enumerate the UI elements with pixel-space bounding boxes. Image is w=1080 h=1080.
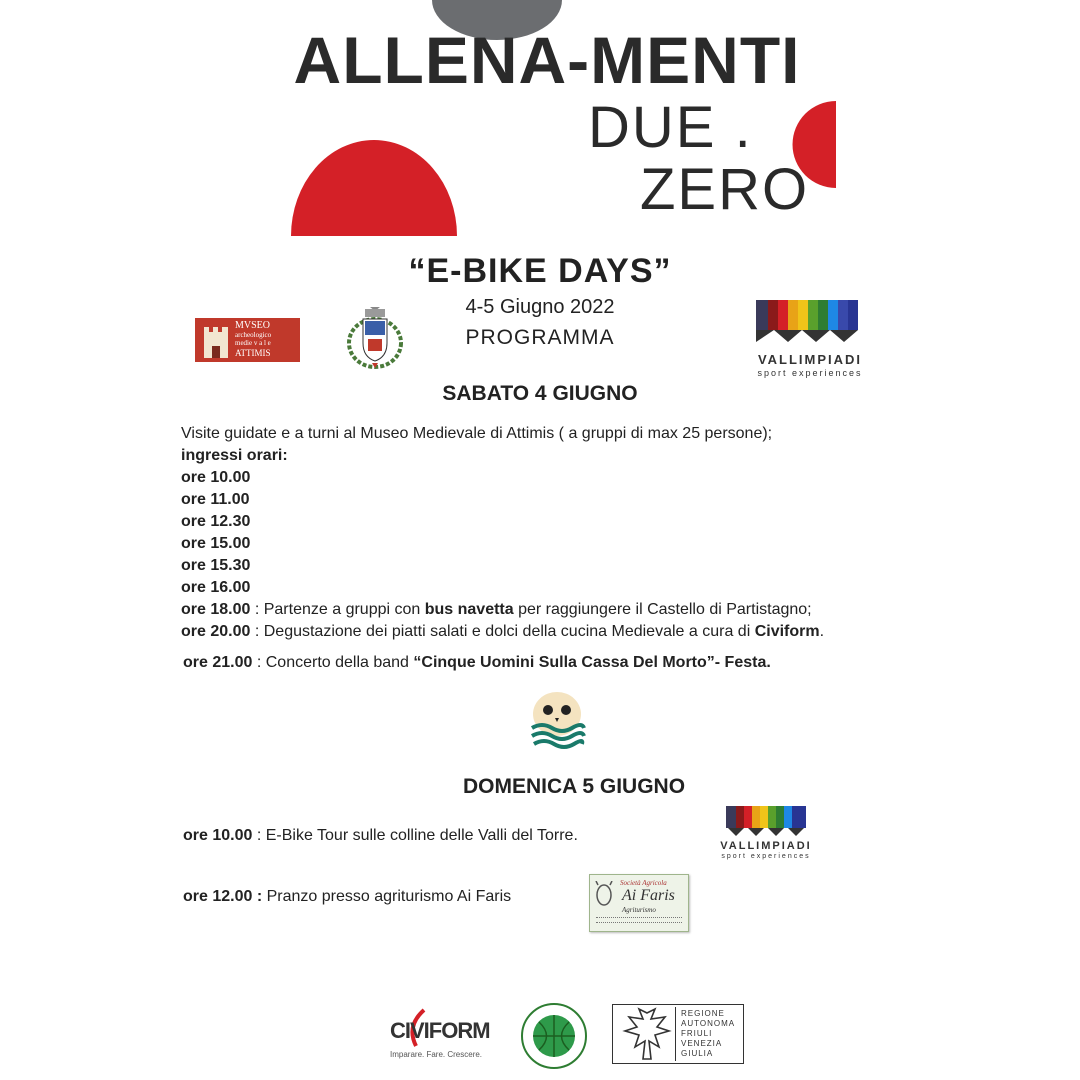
concert-sep: :: [252, 654, 266, 671]
title-due: DUE .: [588, 95, 753, 160]
lunch-time: ore 12.00 :: [183, 888, 263, 905]
regione-line1: REGIONE: [681, 1009, 725, 1018]
civiform-logo: [388, 1008, 508, 1066]
regione-line3: FRIULI: [681, 1029, 713, 1038]
time-slot: ore 12.30: [181, 513, 251, 530]
regione-logo: [612, 1004, 744, 1064]
civiform-name: CIVIFORM: [390, 1018, 490, 1043]
title-main: ALLENA-MENTI: [293, 23, 801, 97]
concert-line: [183, 652, 771, 674]
time-slot: ore 16.00: [181, 579, 251, 596]
tasting-bold: Civiform: [754, 623, 820, 640]
sunday-heading: DOMENICA 5 GIUGNO: [462, 775, 686, 798]
vallimpiadi-stripes-icon: [756, 300, 858, 342]
agriturismo-line3: Agriturismo: [622, 906, 656, 914]
lunch-line: [183, 888, 511, 906]
event-dates: 4-5 Giugno 2022: [465, 296, 615, 318]
saturday-intro: Visite guidate e a turni al Museo Medievale di Attimis ( a gruppi di max 25 persone);: [181, 425, 773, 442]
agriturismo-fine-print: [596, 917, 682, 919]
concert-text1: Concerto della band: [265, 654, 414, 671]
vallimpiadi-logo-bottom: [700, 806, 832, 862]
tour-time: ore 10.00: [183, 827, 253, 844]
museo-line4: ATTIMIS: [235, 348, 271, 358]
vallimpiadi-name-bottom: VALLIMPIADI: [720, 840, 812, 852]
vallimpiadi-name-top: VALLIMPIADI: [757, 352, 863, 367]
lunch-text: Pranzo presso agriturismo Ai Faris: [262, 888, 512, 905]
bus-time: ore 18.00: [181, 601, 251, 618]
coat-of-arms-icon: [346, 305, 404, 369]
agriturismo-line1: Società Agricola: [620, 879, 667, 887]
tasting-line: [181, 621, 824, 643]
programma-label: PROGRAMMA: [465, 326, 615, 349]
vallimpiadi-logo-top: [730, 298, 890, 380]
title-zero: ZERO: [640, 157, 810, 222]
regione-line5: GIULIA: [681, 1049, 714, 1058]
concert-time: ore 21.00: [183, 654, 253, 671]
saturday-heading: SABATO 4 GIUGNO: [442, 382, 638, 405]
civiform-tagline: Imparare. Fare. Crescere.: [390, 1050, 483, 1059]
vallimpiadi-stripes-icon: [726, 806, 806, 836]
tour-sep: :: [252, 827, 266, 844]
time-slot: ore 15.30: [181, 557, 251, 574]
museo-line1: MVSEO: [235, 320, 271, 331]
basket-logo: [520, 1002, 588, 1070]
agriturismo-line2: Ai Faris: [622, 887, 675, 904]
tasting-sep: :: [250, 623, 264, 640]
time-slot: ore 15.00: [181, 535, 251, 552]
tour-text: E-Bike Tour sulle colline delle Valli del Torre.: [265, 827, 578, 844]
time-slot: ore 10.00: [181, 469, 251, 486]
bus-text2: per raggiungere il Castello di Partistagno;: [513, 601, 812, 618]
goat-icon: [594, 881, 614, 911]
red-half-circle: [291, 140, 457, 236]
vallimpiadi-tagline-top: sport experiences: [757, 368, 863, 378]
regione-divider: [675, 1007, 676, 1061]
vallimpiadi-tagline-bottom: sport experiences: [721, 853, 811, 860]
tasting-text2: .: [819, 623, 825, 640]
museo-logo: [195, 318, 300, 362]
ingressi-label: ingressi orari:: [181, 447, 288, 464]
museo-line2: archeologico: [235, 331, 272, 339]
museo-line3: medie v a l e: [235, 339, 271, 347]
tasting-text1: Degustazione dei piatti salati e dolci della cucina Medievale a cura di: [263, 623, 755, 640]
regione-line2: AUTONOMA: [681, 1019, 736, 1028]
bus-sep: :: [250, 601, 264, 618]
bus-bold: bus navetta: [424, 601, 514, 618]
tasting-time: ore 20.00: [181, 623, 251, 640]
agriturismo-fine-print: [596, 922, 682, 924]
castle-icon: [201, 322, 231, 358]
agriturismo-card: [589, 874, 689, 932]
bus-text1: Partenze a gruppi con: [263, 601, 425, 618]
bus-line: [181, 599, 812, 621]
eagle-icon: [621, 1007, 673, 1061]
tour-line: [183, 827, 578, 845]
regione-line4: VENEZIA: [681, 1039, 723, 1048]
event-title: “E-BIKE DAYS”: [408, 252, 672, 290]
band-skull-icon: [528, 690, 586, 754]
time-slot: ore 11.00: [181, 491, 250, 508]
concert-bold: “Cinque Uomini Sulla Cassa Del Morto”- Festa.: [413, 654, 771, 671]
